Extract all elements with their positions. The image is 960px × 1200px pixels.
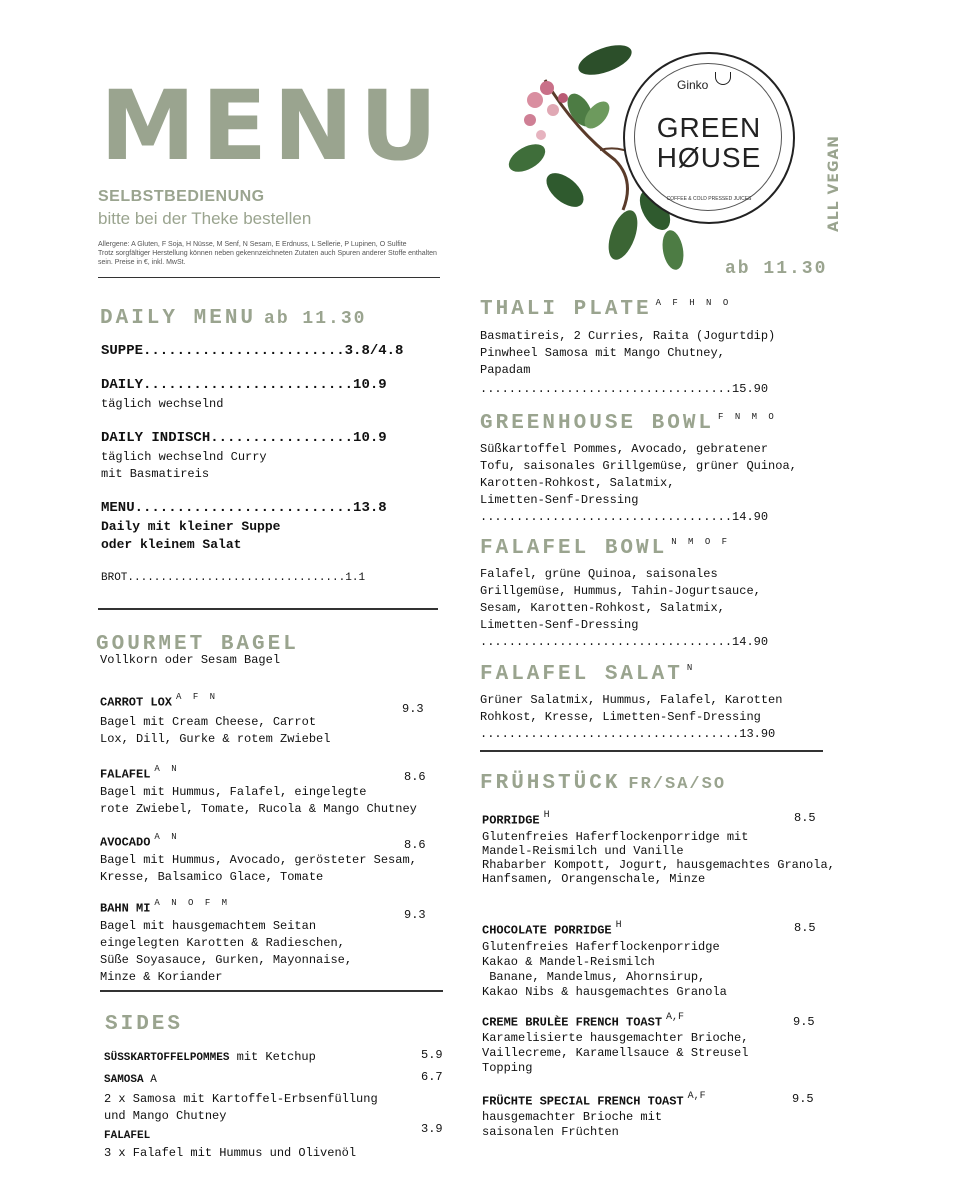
bowl-desc-1: Grüner Salatmix, Hummus, Falafel, Karotten bbox=[480, 693, 783, 707]
header-divider bbox=[98, 277, 440, 278]
bowl-desc-3: Papadam bbox=[480, 363, 531, 377]
breakfast-desc-3: Topping bbox=[482, 1061, 533, 1076]
bowl-thali-plate bbox=[480, 298, 830, 396]
breakfast-name: PORRIDGE bbox=[482, 813, 540, 828]
breakfast-item-porridge bbox=[482, 810, 882, 886]
side-desc-1: 2 x Samosa mit Kartoffel-Erbsenfüllung bbox=[104, 1092, 378, 1106]
daily-description: täglich wechselnd bbox=[101, 397, 224, 411]
allergen-notice bbox=[98, 240, 443, 267]
self-service-label: SELBSTBEDIENUNG bbox=[98, 188, 265, 205]
bagel-desc-2: rote Zwiebel, Tomate, Rucola & Mango Chutney bbox=[100, 802, 417, 817]
all-vegan-label: ALL VEGAN bbox=[826, 135, 842, 232]
side-extra: A bbox=[143, 1074, 157, 1086]
bagel-desc-1: Bagel mit Cream Cheese, Carrot bbox=[100, 715, 317, 730]
breakfast-desc-3: Rhabarber Kompott, Jogurt, hausgemachtes Granola, bbox=[482, 858, 835, 873]
greenhouse-logo bbox=[623, 52, 795, 224]
bowl-falafel-salat bbox=[480, 663, 850, 741]
bagel-price: 8.6 bbox=[404, 838, 426, 852]
allergen-line-1: Allergene: A Gluten, F Soja, H Nüsse, M Senf, N Sesam, E Erdnuss, L Sellerie, P Lupinen, O Sulfite bbox=[98, 241, 407, 248]
bagel-allergens: A N bbox=[154, 764, 180, 774]
bowl-title: GREENHOUSE BOWL bbox=[480, 412, 715, 435]
fruehstueck-heading bbox=[480, 772, 726, 795]
bowl-allergens: A F H N O bbox=[655, 298, 732, 308]
bowl-desc-2: Tofu, saisonales Grillgemüse, grüner Quinoa, bbox=[480, 459, 797, 473]
bowl-desc-1: Falafel, grüne Quinoa, saisonales bbox=[480, 567, 718, 581]
bowl-desc-2: Rohkost, Kresse, Limetten-Senf-Dressing bbox=[480, 710, 761, 724]
breakfast-allergens: H bbox=[615, 920, 625, 931]
breakfast-name: FRÜCHTE SPECIAL FRENCH TOAST bbox=[482, 1094, 684, 1109]
bowl-desc-3: Sesam, Karotten-Rohkost, Salatmix, bbox=[480, 601, 725, 615]
breakfast-allergens: A,F bbox=[666, 1012, 685, 1023]
breakfast-desc-2: Mandel-Reismilch und Vanille bbox=[482, 844, 684, 859]
bowl-price-row: ....................................13.90 bbox=[480, 727, 776, 741]
breakfast-allergens: H bbox=[543, 810, 553, 821]
side-item-falafel bbox=[104, 1122, 444, 1162]
bowl-desc-1: Basmatireis, 2 Curries, Raita (Jogurtdip) bbox=[480, 329, 776, 343]
menu-row: MENU..........................13.8 bbox=[101, 500, 387, 516]
daily-menu-heading bbox=[100, 307, 366, 330]
bowl-allergens: N M O F bbox=[671, 537, 731, 547]
bowl-falafel bbox=[480, 537, 850, 649]
daily-row: DAILY.........................10.9 bbox=[101, 377, 387, 393]
bowl-title: FALAFEL SALAT bbox=[480, 663, 683, 686]
bowl-greenhouse bbox=[480, 412, 850, 524]
breakfast-item-creme-brulee-toast bbox=[482, 1012, 882, 1076]
bagel-desc-1: Bagel mit Hummus, Avocado, gerösteter Sesam, bbox=[100, 853, 417, 868]
bagel-desc-2: Lox, Dill, Gurke & rotem Zwiebel bbox=[100, 732, 331, 747]
bagel-allergens: A N bbox=[154, 832, 180, 842]
bagel-name: FALAFEL bbox=[100, 767, 151, 782]
daily-menu-time: ab 11.30 bbox=[264, 309, 367, 329]
breakfast-name: CHOCOLATE PORRIDGE bbox=[482, 923, 612, 938]
opening-time: ab 11.30 bbox=[725, 259, 828, 279]
side-desc-1: 3 x Falafel mit Hummus und Olivenöl bbox=[104, 1146, 357, 1160]
side-desc-2: und Mango Chutney bbox=[104, 1109, 227, 1123]
bowl-desc-4: Limetten-Senf-Dressing bbox=[480, 493, 639, 507]
bowl-title: FALAFEL BOWL bbox=[480, 537, 668, 560]
brot-row: BROT.................................1.1 bbox=[101, 572, 366, 584]
logo-tagline: COFFEE & COLD PRESSED JUICES bbox=[666, 196, 752, 202]
side-price: 3.9 bbox=[421, 1122, 443, 1136]
bagel-desc-1: Bagel mit hausgemachtem Seitan bbox=[100, 919, 317, 934]
sides-heading: SIDES bbox=[105, 1013, 184, 1036]
bowl-desc-3: Karotten-Rohkost, Salatmix, bbox=[480, 476, 675, 490]
logo-brand-small: Ginko bbox=[677, 78, 709, 92]
side-name: SAMOSA bbox=[104, 1074, 144, 1086]
gourmet-bagel-subtitle: Vollkorn oder Sesam Bagel bbox=[100, 653, 281, 667]
bagel-desc-3: Süße Soyasauce, Gurken, Mayonnaise, bbox=[100, 953, 353, 968]
breakfast-desc-2: Kakao & Mandel-Reismilch bbox=[482, 955, 655, 970]
bagel-desc-1: Bagel mit Hummus, Falafel, eingelegte bbox=[100, 785, 367, 800]
allergen-line-2: Trotz sorgfältiger Herstellung können neben gekennzeichneten Zutaten auch Spuren anderer Stoffe enthalten sein. Preise in €, inkl. MwSt. bbox=[98, 250, 437, 267]
breakfast-desc-4: Hanfsamen, Orangenschale, Minze bbox=[482, 872, 706, 887]
breakfast-desc-1: Glutenfreies Haferflockenporridge mit bbox=[482, 830, 749, 845]
breakfast-price: 8.5 bbox=[794, 921, 816, 935]
breakfast-allergens: A,F bbox=[687, 1091, 706, 1102]
bowl-desc-2: Pinwheel Samosa mit Mango Chutney, bbox=[480, 346, 725, 360]
side-item-samosa bbox=[104, 1069, 444, 1125]
bagel-item-carrot-lox bbox=[100, 692, 440, 748]
bowl-price-row: ...................................14.90 bbox=[480, 510, 769, 524]
logo-name-line-2: HØUSE bbox=[656, 142, 762, 173]
suppe-row: SUPPE........................3.8/4.8 bbox=[101, 343, 404, 359]
breakfast-price: 9.5 bbox=[792, 1092, 814, 1106]
fruehstueck-days: FR/SA/SO bbox=[628, 775, 727, 794]
bagel-desc-4: Minze & Koriander bbox=[100, 970, 223, 985]
breakfast-desc-1: Karamelisierte hausgemachter Brioche, bbox=[482, 1031, 749, 1046]
breakfast-desc-2: saisonalen Früchten bbox=[482, 1125, 619, 1140]
bowl-desc-2: Grillgemüse, Hummus, Tahin-Jogurtsauce, bbox=[480, 584, 761, 598]
bowl-price-row: ...................................14.90 bbox=[480, 635, 769, 649]
daily-indisch-desc-1: täglich wechselnd Curry bbox=[101, 450, 267, 464]
side-price: 6.7 bbox=[421, 1070, 443, 1084]
daily-divider bbox=[98, 608, 438, 610]
bagel-item-falafel bbox=[100, 764, 445, 818]
daily-indisch-desc-2: mit Basmatireis bbox=[101, 467, 210, 481]
side-name: SÜSSKARTOFFELPOMMES bbox=[104, 1052, 230, 1064]
breakfast-desc-2: Vaillecreme, Karamellsauce & Streusel bbox=[482, 1046, 749, 1061]
side-extra: mit Ketchup bbox=[229, 1050, 316, 1064]
side-item-suesskartoffelpommes bbox=[104, 1047, 444, 1066]
breakfast-price: 9.5 bbox=[793, 1015, 815, 1029]
bagel-allergens: A F N bbox=[176, 692, 219, 702]
logo-name-line-1: GREEN bbox=[656, 112, 762, 143]
daily-menu-title: DAILY MENU bbox=[100, 307, 257, 330]
bagel-price: 8.6 bbox=[404, 770, 426, 784]
bagel-divider bbox=[100, 990, 443, 992]
bagel-name: BAHN MI bbox=[100, 901, 151, 916]
bagel-price: 9.3 bbox=[402, 702, 424, 716]
breakfast-desc-1: hausgemachter Brioche mit bbox=[482, 1110, 663, 1125]
bowls-divider bbox=[480, 750, 823, 752]
breakfast-price: 8.5 bbox=[794, 811, 816, 825]
menu-title: MENU bbox=[100, 70, 444, 182]
bowl-desc-1: Süßkartoffel Pommes, Avocado, gebratener bbox=[480, 442, 769, 456]
menu-desc-1: Daily mit kleiner Suppe bbox=[101, 519, 281, 534]
bowl-price-row: ...................................15.90 bbox=[480, 382, 769, 396]
bowl-allergens: F N M O bbox=[718, 412, 777, 422]
bagel-item-bahn-mi bbox=[100, 898, 445, 986]
bagel-desc-2: eingelegten Karotten & Radieschen, bbox=[100, 936, 345, 951]
bowl-desc-4: Limetten-Senf-Dressing bbox=[480, 618, 639, 632]
breakfast-desc-4: Kakao Nibs & hausgemachtes Granola bbox=[482, 985, 727, 1000]
fruehstueck-title: FRÜHSTÜCK bbox=[480, 772, 621, 795]
bowl-title: THALI PLATE bbox=[480, 298, 652, 321]
bagel-name: AVOCADO bbox=[100, 835, 151, 850]
breakfast-desc-3: Banane, Mandelmus, Ahornsirup, bbox=[482, 970, 706, 985]
bagel-item-avocado bbox=[100, 832, 445, 886]
bagel-price: 9.3 bbox=[404, 908, 426, 922]
side-price: 5.9 bbox=[421, 1048, 443, 1062]
daily-indisch-row: DAILY INDISCH.................10.9 bbox=[101, 430, 387, 446]
bagel-name: CARROT LOX bbox=[100, 695, 173, 710]
side-name: FALAFEL bbox=[104, 1130, 151, 1142]
breakfast-desc-1: Glutenfreies Haferflockenporridge bbox=[482, 940, 720, 955]
breakfast-item-chocolate-porridge bbox=[482, 920, 882, 1000]
self-service-subtitle: bitte bei der Theke bestellen bbox=[98, 209, 312, 228]
gourmet-bagel-heading: GOURMET BAGEL bbox=[96, 633, 299, 656]
bagel-desc-2: Kresse, Balsamico Glace, Tomate bbox=[100, 870, 324, 885]
bowl-allergens: N bbox=[686, 663, 696, 673]
breakfast-item-fruechte-toast bbox=[482, 1091, 882, 1140]
breakfast-name: CREME BRULÈE FRENCH TOAST bbox=[482, 1015, 663, 1030]
menu-desc-2: oder kleinem Salat bbox=[101, 537, 242, 552]
bagel-allergens: A N O F M bbox=[154, 898, 231, 908]
